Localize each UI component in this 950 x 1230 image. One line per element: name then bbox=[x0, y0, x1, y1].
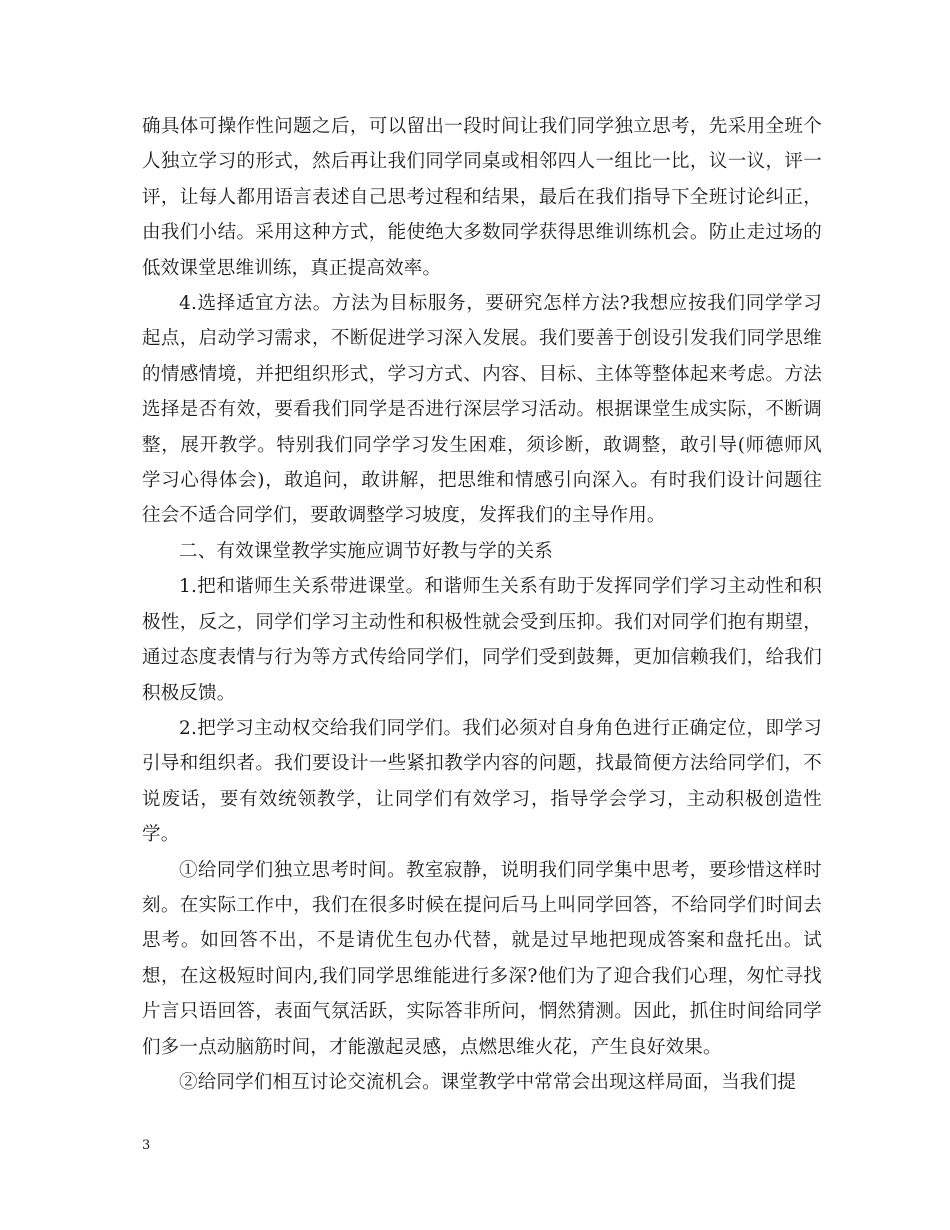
section-heading: 二、有效课堂教学实施应调节好教与学的关系 bbox=[179, 540, 554, 562]
paragraph-1: 确具体可操作性问题之后，可以留出一段时间让我们同学独立思考，先采用全班个人独立学习的形式，然后再让我们同学同桌或相邻四人一组比一比，议一议，评一评，让每人都用语言表述自己思考过程和结果，最后在我们指导下全班讨论纠正，由我们小结。采用这种方式，能使绝大多数同学获得思维训练机会。防止走过场的低效课堂思维训练，真正提高效率。 bbox=[142, 116, 822, 279]
paragraph-6: ②给同学们相互讨论交流机会。课堂教学中常常会出现这样局面，当我们提 bbox=[179, 1071, 797, 1093]
body-text bbox=[142, 109, 822, 1100]
page-number: 3 bbox=[142, 1138, 151, 1153]
paragraph-3: 1.把和谐师生关系带进课堂。和谐师生关系有助于发挥同学们学习主动性和积极性，反之，同学们学习主动性和积极性就会受到压抑。我们对同学们抱有期望，通过态度表情与行为等方式传给同学们，同学们受到鼓舞，更加信赖我们，给我们积极反馈。 bbox=[142, 576, 822, 704]
paragraph-2: 4.选择适宜方法。方法为目标服务，要研究怎样方法?我想应按我们同学学习起点，启动学习需求，不断促进学习深入发展。我们要善于创设引发我们同学思维的情感情境，并把组织形式，学习方式、内容、目标、主体等整体起来考虑。方法选择是否有效，要看我们同学是否进行深层学习活动。根据课堂生成实际，不断调整，展开教学。特别我们同学学习发生困难，须诊断，敢调整，敢引导(师德师风学习心得体会)，敢追问，敢讲解，把思维和情感引向深入。有时我们设计问题往往会不适合同学们，要敢调整学习坡度，发挥我们的主导作用。 bbox=[142, 293, 822, 527]
paragraph-5: ①给同学们独立思考时间。教室寂静，说明我们同学集中思考，要珍惜这样时刻。在实际工作中，我们在很多时候在提问后马上叫同学回答，不给同学们时间去思考。如回答不出，不是请优生包办代替，就是过早地把现成答案和盘托出。试想，在这极短时间内,我们同学思维能进行多深?他们为了迎合我们心理，匆忙寻找片言只语回答，表面气氛活跃，实际答非所问，惘然猜测。因此，抓住时间给同学们多一点动脑筋时间，才能激起灵感，点燃思维火花，产生良好效果。 bbox=[142, 859, 822, 1058]
paragraph-4: 2.把学习主动权交给我们同学们。我们必须对自身角色进行正确定位，即学习引导和组织者。我们要设计一些紧扣教学内容的问题，找最简便方法给同学们，不说废话，要有效统领教学，让同学们有效学习，指导学会学习，主动积极创造性学。 bbox=[142, 717, 822, 846]
